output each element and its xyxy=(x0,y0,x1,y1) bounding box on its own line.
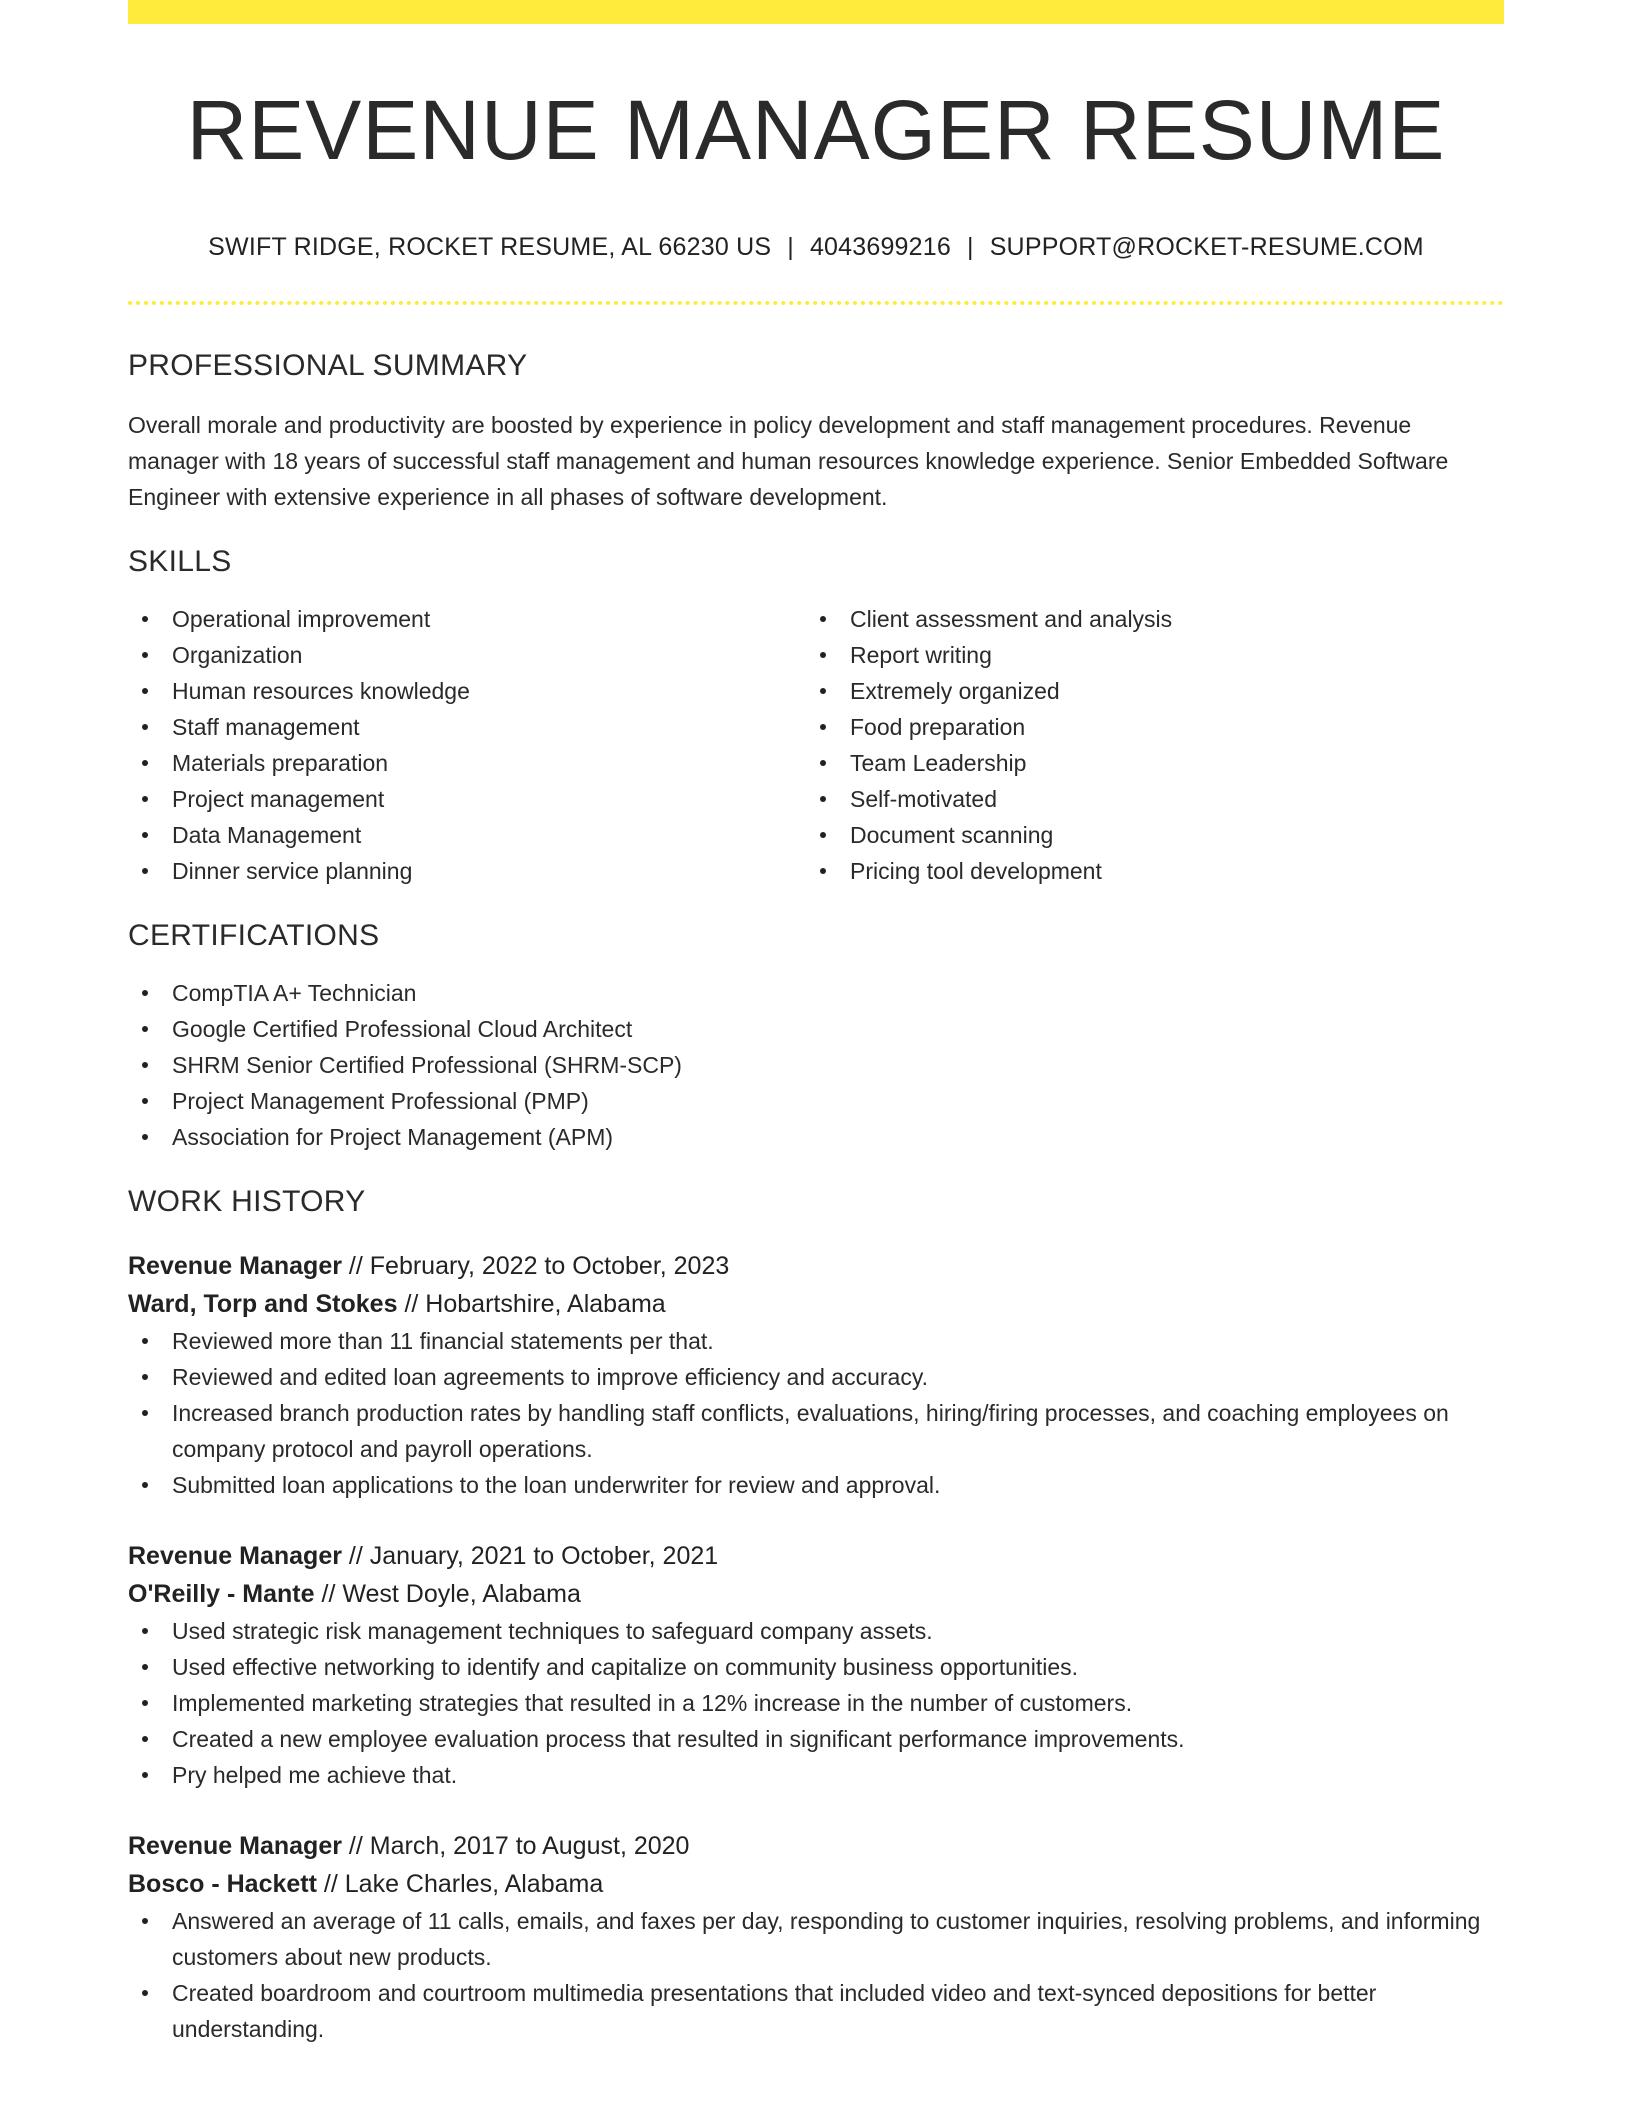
certification-item xyxy=(128,1011,1504,1047)
bullet-icon xyxy=(142,1062,148,1068)
skills-column-left xyxy=(128,601,806,889)
job-company-line xyxy=(128,1575,1504,1613)
bullet-icon xyxy=(820,616,826,622)
job-company-line xyxy=(128,1285,1504,1323)
bullet-icon xyxy=(142,688,148,694)
certification-item-text: CompTIA A+ Technician xyxy=(172,980,417,1007)
job-duty-item xyxy=(128,1613,1504,1649)
skill-item xyxy=(128,601,806,637)
job-duty-item-text: Created a new employee evaluation process that resulted in significant performance improvements. xyxy=(172,1726,1185,1753)
certification-item xyxy=(128,1047,1504,1083)
skill-item xyxy=(128,709,806,745)
bullet-icon xyxy=(142,1772,148,1778)
skill-item-text: Document scanning xyxy=(850,822,1054,849)
job-duty-item xyxy=(128,1395,1504,1467)
certification-item-text: Project Management Professional (PMP) xyxy=(172,1088,589,1115)
job-title-line xyxy=(128,1827,1504,1865)
job-title-line xyxy=(128,1247,1504,1285)
job-title-line-primary: Revenue Manager xyxy=(128,1542,342,1571)
skill-item-text: Materials preparation xyxy=(172,750,389,777)
skill-item-text: Human resources knowledge xyxy=(172,678,470,705)
skills-grid xyxy=(128,601,1504,889)
certifications-list xyxy=(128,975,1504,1155)
job-duty-item-text: Increased branch production rates by handling staff conflicts, evaluations, hiring/firing processes, and coaching employees on company protocol and payroll operations. xyxy=(172,1400,1449,1463)
job-company-line-primary: Ward, Torp and Stokes xyxy=(128,1290,398,1319)
job-duty-item xyxy=(128,1721,1504,1757)
work-history-list xyxy=(128,1247,1504,2047)
bullet-icon xyxy=(142,760,148,766)
skill-item xyxy=(128,745,806,781)
job-duty-item-text: Reviewed and edited loan agreements to improve efficiency and accuracy. xyxy=(172,1364,929,1391)
skill-item xyxy=(806,601,1484,637)
summary-text: Overall morale and productivity are boosted by experience in policy development and staff management procedures. Revenue manager with 18 years of successful staff management and human resources knowledge experience. Senior Embedded Software Engineer with extensive experience in all phases of software development. xyxy=(128,412,1449,511)
skill-item-text: Project management xyxy=(172,786,385,813)
job-company-line xyxy=(128,1865,1504,1903)
certifications-heading: CERTIFICATIONS xyxy=(128,919,380,953)
bullet-icon xyxy=(142,652,148,658)
work-history-heading: WORK HISTORY xyxy=(128,1185,366,1219)
certification-item-text: SHRM Senior Certified Professional (SHRM-SCP) xyxy=(172,1052,682,1079)
job-title-line xyxy=(128,1537,1504,1575)
bullet-icon xyxy=(142,1700,148,1706)
skill-item-text: Data Management xyxy=(172,822,362,849)
job-title-line-primary: Revenue Manager xyxy=(128,1252,342,1281)
skill-item xyxy=(806,673,1484,709)
skills-list-right xyxy=(806,601,1484,889)
bullet-icon xyxy=(142,1098,148,1104)
bullet-icon xyxy=(820,796,826,802)
job-separator: // xyxy=(348,1832,363,1861)
bullet-icon xyxy=(142,796,148,802)
job-title-line-secondary: January, 2021 to October, 2021 xyxy=(369,1542,719,1571)
skill-item xyxy=(806,781,1484,817)
skill-item-text: Extremely organized xyxy=(850,678,1060,705)
job-duty-item xyxy=(128,1685,1504,1721)
skill-item xyxy=(128,817,806,853)
bullet-icon xyxy=(142,1482,148,1488)
skill-item xyxy=(128,853,806,889)
job-duty-item-text: Created boardroom and courtroom multimedia presentations that included video and text-synced depositions for better understanding. xyxy=(172,1980,1377,2043)
bullet-icon xyxy=(142,1374,148,1380)
bullet-icon xyxy=(820,652,826,658)
contact-line xyxy=(128,231,1504,264)
bullet-icon xyxy=(142,868,148,874)
job-company-line-secondary: Lake Charles, Alabama xyxy=(344,1870,604,1899)
skill-item-text: Operational improvement xyxy=(172,606,431,633)
skills-column-right xyxy=(806,601,1484,889)
bullet-icon xyxy=(142,990,148,996)
job-duty-item-text: Used effective networking to identify and capitalize on community business opportunities. xyxy=(172,1654,1079,1681)
skill-item-text: Pricing tool development xyxy=(850,858,1102,885)
skill-item-text: Team Leadership xyxy=(850,750,1027,777)
job-title-line-secondary: February, 2022 to October, 2023 xyxy=(369,1252,730,1281)
job-duties-list xyxy=(128,1613,1504,1793)
skill-item xyxy=(806,637,1484,673)
bullet-icon xyxy=(142,1026,148,1032)
job-duty-item xyxy=(128,1903,1504,1975)
skill-item-text: Dinner service planning xyxy=(172,858,413,885)
bullet-icon xyxy=(142,1410,148,1416)
job-duty-item xyxy=(128,1757,1504,1793)
bullet-icon xyxy=(142,1664,148,1670)
job-duty-item xyxy=(128,1975,1504,2047)
job-duty-item-text: Used strategic risk management techniques to safeguard company assets. xyxy=(172,1618,933,1645)
job-duty-item xyxy=(128,1359,1504,1395)
certification-item xyxy=(128,1083,1504,1119)
accent-top-bar xyxy=(128,0,1504,24)
job-entry xyxy=(128,1827,1504,2047)
job-duty-item-text: Submitted loan applications to the loan underwriter for review and approval. xyxy=(172,1472,941,1499)
job-duty-item-text: Answered an average of 11 calls, emails, and faxes per day, responding to customer inquiries, resolving problems, and informing customers about new products. xyxy=(172,1908,1481,1971)
skills-list-left xyxy=(128,601,806,889)
bullet-icon xyxy=(142,1134,148,1140)
job-separator: // xyxy=(404,1290,419,1319)
job-duty-item xyxy=(128,1467,1504,1503)
job-entry xyxy=(128,1537,1504,1793)
skill-item-text: Report writing xyxy=(850,642,992,669)
bullet-icon xyxy=(142,1628,148,1634)
job-duties-list xyxy=(128,1903,1504,2047)
bullet-icon xyxy=(142,616,148,622)
job-duty-item xyxy=(128,1649,1504,1685)
job-company-line-primary: O'Reilly - Mante xyxy=(128,1580,315,1609)
bullet-icon xyxy=(142,1990,148,1996)
job-separator: // xyxy=(348,1542,363,1571)
bullet-icon xyxy=(142,1918,148,1924)
bullet-icon xyxy=(142,1338,148,1344)
job-company-line-secondary: West Doyle, Alabama xyxy=(342,1580,581,1609)
skill-item-text: Staff management xyxy=(172,714,360,741)
contact-separator: | xyxy=(966,232,974,261)
skill-item xyxy=(128,637,806,673)
job-duty-item-text: Pry helped me achieve that. xyxy=(172,1762,458,1789)
bullet-icon xyxy=(142,832,148,838)
skill-item xyxy=(128,673,806,709)
summary-heading: PROFESSIONAL SUMMARY xyxy=(128,349,528,383)
job-title-line-primary: Revenue Manager xyxy=(128,1832,342,1861)
resume-page xyxy=(128,0,1504,2047)
certification-item-text: Google Certified Professional Cloud Architect xyxy=(172,1016,633,1043)
contact-phone: 4043699216 xyxy=(809,232,951,261)
job-company-line-secondary: Hobartshire, Alabama xyxy=(425,1290,666,1319)
job-title-line-secondary: March, 2017 to August, 2020 xyxy=(369,1832,690,1861)
contact-separator: | xyxy=(787,232,794,261)
dotted-divider xyxy=(128,301,1504,305)
job-separator: // xyxy=(321,1580,336,1609)
skill-item xyxy=(806,853,1484,889)
job-duty-item-text: Reviewed more than 11 financial statements per that. xyxy=(172,1328,714,1355)
skill-item xyxy=(806,709,1484,745)
job-company-line-primary: Bosco - Hackett xyxy=(128,1870,317,1899)
bullet-icon xyxy=(820,868,826,874)
bullet-icon xyxy=(820,760,826,766)
contact-address: SWIFT RIDGE, ROCKET RESUME, AL 66230 US xyxy=(208,232,772,261)
job-separator: // xyxy=(323,1870,338,1899)
skill-item-text: Client assessment and analysis xyxy=(850,606,1173,633)
bullet-icon xyxy=(142,1736,148,1742)
skill-item xyxy=(806,745,1484,781)
certification-item xyxy=(128,975,1504,1011)
bullet-icon xyxy=(820,832,826,838)
job-entry xyxy=(128,1247,1504,1503)
bullet-icon xyxy=(820,688,826,694)
skill-item-text: Self-motivated xyxy=(850,786,998,813)
skills-heading: SKILLS xyxy=(128,545,232,579)
skill-item xyxy=(806,817,1484,853)
job-duty-item-text: Implemented marketing strategies that resulted in a 12% increase in the number of customers. xyxy=(172,1690,1133,1717)
resume-title: REVENUE MANAGER RESUME xyxy=(186,83,1446,177)
skill-item-text: Organization xyxy=(172,642,303,669)
job-duty-item xyxy=(128,1323,1504,1359)
job-separator: // xyxy=(348,1252,363,1281)
certification-item xyxy=(128,1119,1504,1155)
job-duties-list xyxy=(128,1323,1504,1503)
contact-email: SUPPORT@ROCKET-RESUME.COM xyxy=(989,232,1424,261)
skill-item-text: Food preparation xyxy=(850,714,1026,741)
bullet-icon xyxy=(142,724,148,730)
certification-item-text: Association for Project Management (APM) xyxy=(172,1124,614,1151)
skill-item xyxy=(128,781,806,817)
bullet-icon xyxy=(820,724,826,730)
